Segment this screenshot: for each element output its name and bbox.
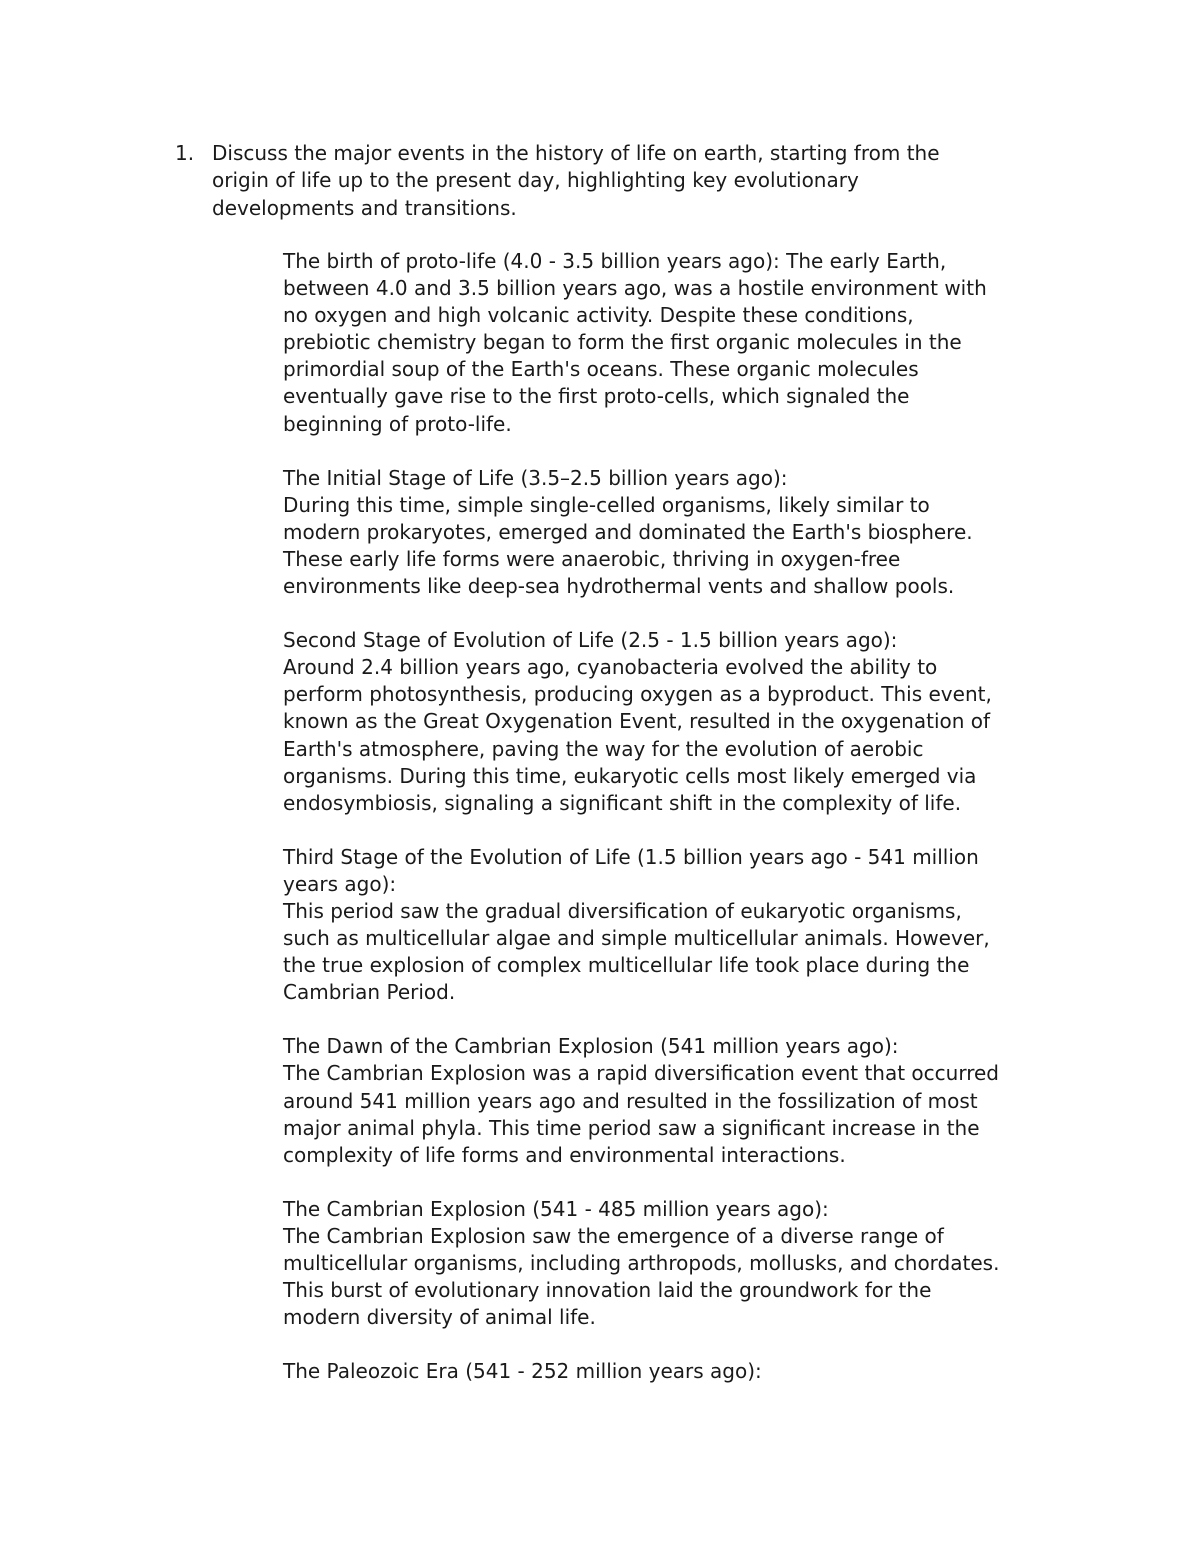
paragraph-line: The Cambrian Explosion was a rapid diversification event that occurred xyxy=(283,1061,999,1086)
paragraph-line: modern diversity of animal life. xyxy=(283,1305,596,1330)
paragraph-line: major animal phyla. This time period saw a significant increase in the xyxy=(283,1115,980,1140)
question-text xyxy=(212,140,1012,222)
question-line: Discuss the major events in the history of life on earth, starting from the xyxy=(212,141,940,165)
paragraph-line: During this time, simple single-celled organisms, likely similar to xyxy=(283,492,930,517)
paragraph-line: Cambrian Period. xyxy=(283,980,456,1005)
section-initial-stage xyxy=(283,465,1073,600)
answer-body xyxy=(283,248,1073,1412)
paragraph-line: years ago): xyxy=(283,871,397,896)
question-item xyxy=(175,140,1035,222)
paragraph-line: The birth of proto-life (4.0 - 3.5 billion years ago): The early Earth, xyxy=(283,249,947,273)
section-cambrian-explosion xyxy=(283,1196,1073,1331)
paragraph-line: Third Stage of the Evolution of Life (1.5 billion years ago - 541 million xyxy=(283,844,979,869)
section-paleozoic xyxy=(283,1358,1073,1385)
paragraph-line: Earth's atmosphere, paving the way for the evolution of aerobic xyxy=(283,736,924,761)
paragraph-line: eventually gave rise to the first proto-cells, which signaled the xyxy=(283,384,910,409)
paragraph-line: beginning of proto-life. xyxy=(283,411,512,436)
question-line: origin of life up to the present day, highlighting key evolutionary xyxy=(212,168,859,193)
paragraph-line: These early life forms were anaerobic, thriving in oxygen-free xyxy=(283,546,901,571)
section-proto-life xyxy=(283,248,1073,438)
paragraph-line: complexity of life forms and environmental interactions. xyxy=(283,1142,846,1167)
paragraph-line: between 4.0 and 3.5 billion years ago, was a hostile environment with xyxy=(283,276,987,301)
question-line: developments and transitions. xyxy=(212,195,517,220)
paragraph-line: The Cambrian Explosion (541 - 485 million years ago): xyxy=(283,1196,829,1221)
paragraph-line: modern prokaryotes, emerged and dominated the Earth's biosphere. xyxy=(283,519,973,544)
paragraph-line: around 541 million years ago and resulted in the fossilization of most xyxy=(283,1088,978,1113)
paragraph-line: The Cambrian Explosion saw the emergence of a diverse range of xyxy=(283,1223,944,1248)
paragraph-line: The Dawn of the Cambrian Explosion (541 million years ago): xyxy=(283,1034,899,1059)
paragraph-line: no oxygen and high volcanic activity. Despite these conditions, xyxy=(283,303,914,328)
paragraph-line: organisms. During this time, eukaryotic cells most likely emerged via xyxy=(283,763,977,788)
paragraph-line: such as multicellular algae and simple multicellular animals. However, xyxy=(283,926,990,951)
paragraph-line: The Initial Stage of Life (3.5–2.5 billion years ago): xyxy=(283,465,788,490)
section-third-stage xyxy=(283,844,1073,1007)
paragraph-line: multicellular organisms, including arthropods, mollusks, and chordates. xyxy=(283,1251,1000,1275)
paragraph-line: This burst of evolutionary innovation laid the groundwork for the xyxy=(283,1278,932,1303)
section-dawn-cambrian xyxy=(283,1033,1073,1168)
paragraph-line: primordial soup of the Earth's oceans. These organic molecules xyxy=(283,357,919,382)
question-number: 1. xyxy=(175,141,195,165)
section-second-stage xyxy=(283,627,1073,817)
paragraph-line: perform photosynthesis, producing oxygen as a byproduct. This event, xyxy=(283,682,992,707)
paragraph-line: This period saw the gradual diversification of eukaryotic organisms, xyxy=(283,898,962,923)
paragraph-line: known as the Great Oxygenation Event, resulted in the oxygenation of xyxy=(283,709,991,734)
paragraph-line: The Paleozoic Era (541 - 252 million years ago): xyxy=(283,1359,762,1384)
paragraph-line: Around 2.4 billion years ago, cyanobacteria evolved the ability to xyxy=(283,655,938,680)
paragraph-line: endosymbiosis, signaling a significant shift in the complexity of life. xyxy=(283,790,962,815)
paragraph-line: Second Stage of Evolution of Life (2.5 - 1.5 billion years ago): xyxy=(283,628,898,653)
paragraph-line: prebiotic chemistry began to form the first organic molecules in the xyxy=(283,330,962,355)
paragraph-line: environments like deep-sea hydrothermal vents and shallow pools. xyxy=(283,574,955,599)
paragraph-line: the true explosion of complex multicellular life took place during the xyxy=(283,953,970,978)
